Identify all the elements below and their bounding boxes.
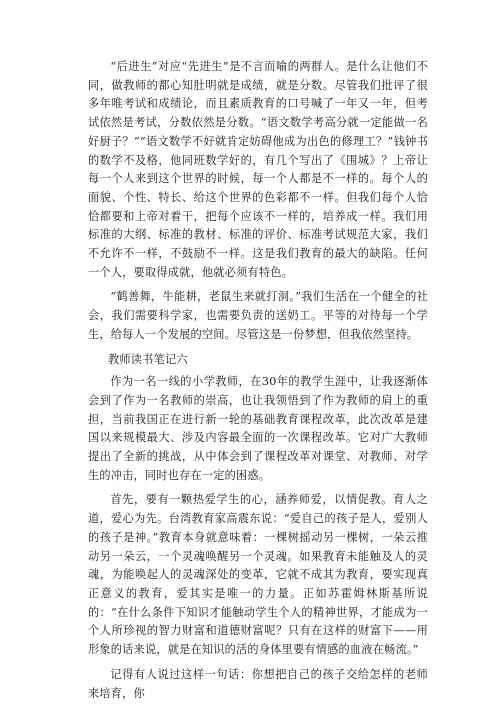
paragraph-5: 记得有人说过这样一句话：你想把自己的孩子交给怎样的老师来培育，你 xyxy=(88,667,428,700)
paragraph-3: 作为一名一线的小学教师，在30年的教学生涯中，让我逐渐体会到了作为一名教师的崇高，也让我领悟到了作为教师的肩上的重担，当前我国正在进行新一轮的基础教育课程改革，此次改革是建国以来规模最大、涉及内容最全面的一次课程改革。它对广大教师提出了全新的挑战，从中体会到了课程改革对课堂、对教师、对学生的冲击，同时也存在一定的困惑。 xyxy=(88,375,428,482)
paragraph-2: “鹤善舞，牛能耕，老鼠生来就打洞。”我们生活在一个健全的社会，我们需要科学家，也需要负责的送奶工。平等的对待每一个学生，给每人一个发展的空间。尽管这是一份梦想，但我依然坚持。 xyxy=(88,290,428,341)
document-body xyxy=(88,58,428,709)
paragraph-1: “后进生”对应“先进生”是不言而喻的两群人。是什么让他们不同，做教师的都心知肚明就是成绩，就是分数。尽管我们批评了很多年唯考试和成绩论，而且素质教育的口号喊了一年又一年，但考试依然是考试，分数依然是分数。“语文数学考高分就一定能做一名好厨子？”“语文数学不好就肯定妨碍他成为出色的修理工？”钱钟书的数学不及格，他同班数学好的，有几个写出了《围城》？上帝让每一个人来到这个世界的时候，每一个人都是不一样的。每个人的面貌、个性、特长、给这个世界的色彩都不一样。但我们每个人恰恰都要和上帝对着干，把每个应该不一样的，培养成一样。我们用标准的大纲、标准的教材、标准的评价、标准考试规范大家，我们不允许不一样，不鼓励不一样。这是我们教育的最大的缺陷。任何一个人，要取得成就，他就必须有特色。 xyxy=(88,60,428,279)
section-heading: 教师读书笔记六 xyxy=(108,352,188,366)
paragraph-4: 首先，要有一颗热爱学生的心，涵养师爱，以情促教。育人之道，爱心为先。台湾教育家高震东说：“爱自己的孩子是人，爱别人的孩子是神。”教育本身就意味着：一棵树摇动另一棵树，一朵云推动另一朵云，一个灵魂唤醒另一个灵魂。如果教育未能触及人的灵魂，为能唤起人的灵魂深处的变革，它就不成其为教育，要实现真正意义的教育，爱其实是唯一的力量。正如苏霍姆林斯基所说的：“在什么条件下知识才能触动学生个人的精神世界，才能成为一个人所珍视的智力财富和道德财富呢？只有在这样的财富下——用形象的话来说，就是在知识的活的身体里要有情感的血液在畅流。” xyxy=(88,493,428,657)
